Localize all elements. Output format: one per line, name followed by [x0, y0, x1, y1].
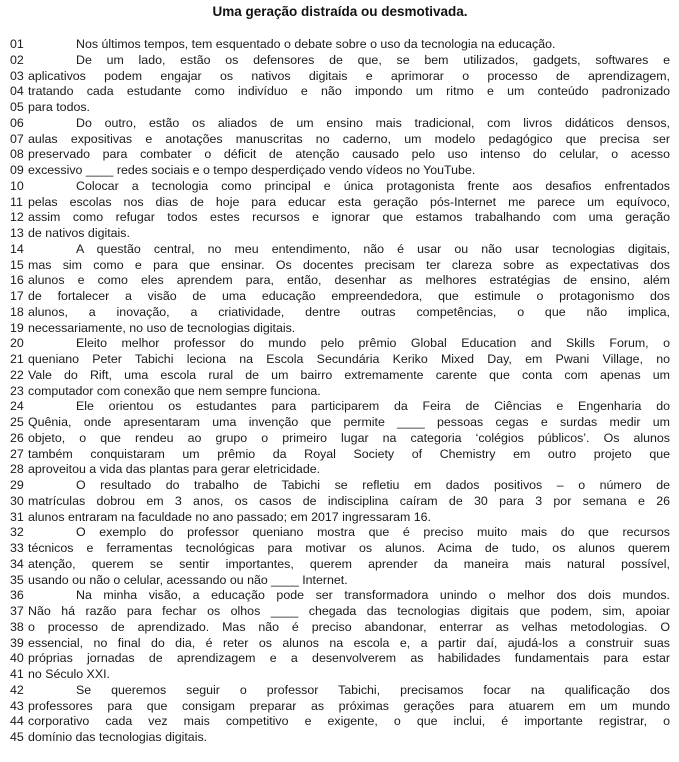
- line-number: 04: [10, 84, 24, 99]
- line-number: 26: [10, 430, 24, 445]
- line-text: corporativo cada vez mais competitivo e exigente, o que inclui, é importante registrar, o: [28, 714, 670, 729]
- text-line: [10, 399, 670, 415]
- line-text: essencial, no final do dia, é reter os alunos na escola e, a partir daí, ajudá-los a construir suas: [28, 635, 670, 650]
- line-number: 09: [10, 163, 24, 177]
- line-text: Nos últimos tempos, tem esquentado o debate sobre o uso da tecnologia na educação.: [76, 37, 556, 51]
- line-text: O exemplo do professor queniano mostra que é preciso muito mais do que recursos: [76, 525, 670, 540]
- text-line: [10, 636, 670, 652]
- line-number: 45: [10, 730, 24, 744]
- line-text: queniano Peter Tabichi leciona na Escola Secundária Keriko Mixed Day, em Pwani Village, no: [28, 352, 670, 366]
- line-text: de nativos digitais.: [28, 226, 130, 240]
- line-text: de fortalecer a visão de uma educação empreendedora, que estimule o protagonismo dos: [28, 289, 670, 303]
- line-text: assim como refugar todos estes recursos e ignorar que estamos trabalhando com uma geração: [28, 210, 670, 225]
- text-line: [10, 557, 670, 573]
- text-line: [10, 305, 670, 321]
- text-line: [10, 415, 670, 431]
- line-number: 23: [10, 383, 24, 398]
- text-line: [10, 242, 670, 258]
- text-line: [10, 588, 670, 604]
- text-line: [10, 273, 670, 289]
- line-text: professores para que consigam preparar as próximas gerações para atuarem em um mundo: [28, 698, 670, 713]
- text-line: [10, 478, 670, 494]
- line-text: Eleito melhor professor do mundo pelo prêmio Global Education and Skills Forum, o: [76, 336, 670, 351]
- line-number: 29: [10, 478, 24, 492]
- line-text: necessariamente, no uso de tecnologias digitais.: [28, 320, 296, 335]
- text-line: [10, 69, 670, 85]
- text-line: [10, 525, 670, 541]
- line-number: 20: [10, 336, 24, 351]
- line-text: alunos entraram na faculdade no ano passado; em 2017 ingressaram 16.: [28, 509, 431, 524]
- line-text: no Século XXI.: [28, 667, 110, 681]
- line-text: pelas escolas nos dias de hoje para educar esta geração pós-Internet me parece um equívoco,: [28, 194, 670, 209]
- text-line: [10, 116, 670, 132]
- text-line: [10, 210, 670, 226]
- line-text: O resultado do trabalho de Tabichi se refletiu em dados positivos – o número de: [76, 478, 670, 492]
- text-line: [10, 541, 670, 557]
- line-number: 02: [10, 52, 24, 67]
- text-line: [10, 494, 670, 510]
- text-line: [10, 431, 670, 447]
- line-text: excessivo ____ redes sociais e o tempo desperdiçado vendo vídeos no YouTube.: [28, 163, 476, 177]
- line-number: 42: [10, 682, 24, 697]
- line-text: Quênia, onde apresentaram uma invenção que permite ____ pessoas cegas e surdas medir um: [28, 415, 670, 429]
- text-line: [10, 289, 670, 305]
- text-line: [10, 510, 670, 526]
- line-text: matrículas dobrou em 3 anos, os casos de indisciplina caíram de 30 para 3 por semana e 26: [28, 493, 670, 508]
- line-text: tratando cada estudante como indivíduo e não impondo um ritmo e um conteúdo padronizado: [28, 84, 670, 99]
- document-title: Uma geração distraída ou desmotivada.: [212, 4, 468, 19]
- line-number: 19: [10, 320, 24, 335]
- line-text: também conquistaram um prêmio da Royal Society of Chemistry em outro projeto que: [28, 446, 670, 461]
- line-text: alunos e como eles aprendem para, então, desenhar as melhores estratégias de ensino, além: [28, 273, 670, 288]
- line-number: 05: [10, 100, 24, 114]
- text-line: [10, 683, 670, 699]
- text-line: [10, 226, 670, 242]
- line-number: 36: [10, 588, 24, 603]
- text-line: [10, 352, 670, 368]
- line-number: 15: [10, 257, 24, 272]
- line-text: usando ou não o celular, acessando ou não ____ Internet.: [28, 572, 348, 587]
- line-number: 08: [10, 147, 24, 162]
- text-line: [10, 179, 670, 195]
- line-number: 10: [10, 178, 24, 193]
- line-number: 11: [10, 194, 23, 209]
- line-text: próprias jornadas de aprendizagem e a desenvolverem as habilidades fundamentais para estar: [28, 651, 670, 666]
- line-text: Do outro, estão os aliados de um ensino mais tradicional, com livros didáticos densos,: [76, 115, 670, 130]
- line-number: 14: [10, 241, 24, 256]
- line-number: 37: [10, 604, 24, 618]
- text-line: [10, 699, 670, 715]
- line-number: 34: [10, 556, 24, 571]
- line-text: aplicativos podem engajar os nativos digitais e aprimorar o processo de aprendizagem,: [28, 68, 670, 83]
- text-line: [10, 258, 670, 274]
- line-text: técnicos e ferramentas tecnológicas para motivar os alunos. Acima de tudo, os alunos querem: [28, 541, 670, 555]
- line-text: mas sim como e para que ensinar. Os docentes precisam ter clareza sobre as expectativas dos: [28, 257, 670, 272]
- line-text: Não há razão para fechar os olhos ____ chegada das tecnologias digitais que podem, sim, apoiar: [28, 604, 670, 618]
- line-number: 17: [10, 289, 24, 303]
- text-line: [10, 462, 670, 478]
- line-text: Na minha visão, a educação pode ser transformadora unindo o melhor dos dois mundos.: [76, 588, 670, 603]
- line-number: 43: [10, 698, 24, 713]
- text-line: [10, 163, 670, 179]
- text-line: [10, 604, 670, 620]
- line-number: 38: [10, 619, 24, 634]
- line-number: 41: [10, 667, 24, 681]
- line-number: 28: [10, 462, 24, 477]
- text-line: [10, 321, 670, 337]
- line-number: 16: [10, 273, 24, 288]
- line-text: Se queremos seguir o professor Tabichi, precisamos focar na qualificação dos: [76, 682, 670, 697]
- text-line: [10, 132, 670, 148]
- line-text: A questão central, no meu entendimento, não é usar ou não usar tecnologias digitais,: [76, 241, 670, 256]
- line-text: Vale do Rift, uma escola rural de um bairro extremamente carente que conta com apenas um: [28, 367, 670, 382]
- line-number: 39: [10, 635, 24, 650]
- text-line: [10, 447, 670, 463]
- line-number: 21: [10, 352, 24, 366]
- text-line: [10, 147, 670, 163]
- line-number: 06: [10, 115, 24, 130]
- text-line: [10, 714, 670, 730]
- line-number: 30: [10, 493, 24, 508]
- text-line: [10, 368, 670, 384]
- line-text: Ele orientou os estudantes para participarem da Feira de Ciências e Engenharia do: [76, 399, 670, 414]
- line-text: De um lado, estão os defensores de que, se bem utilizados, gadgets, softwares e: [76, 52, 670, 67]
- text-line: [10, 667, 670, 683]
- line-number: 12: [10, 210, 24, 225]
- line-number: 13: [10, 226, 24, 240]
- text-line: [10, 37, 670, 53]
- line-number: 44: [10, 714, 24, 729]
- line-number: 35: [10, 572, 24, 587]
- line-number: 27: [10, 446, 24, 461]
- line-text: o processo de aprendizado. Mas não é preciso abandonar, enterrar as velhas metodologias. O: [28, 619, 670, 634]
- line-text: domínio das tecnologias digitais.: [28, 730, 208, 744]
- line-text: preservado para combater o déficit de atenção causado pelo uso intenso do celular, o acesso: [28, 147, 670, 162]
- text-line: [10, 573, 670, 589]
- text-line: [10, 53, 670, 69]
- text-line: [10, 384, 670, 400]
- line-number: 07: [10, 131, 24, 146]
- line-text: Colocar a tecnologia como principal e única protagonista frente aos desafios enfrentados: [76, 178, 670, 193]
- line-text: aproveitou a vida das plantas para gerar eletricidade.: [28, 462, 321, 477]
- text-line: [10, 195, 670, 211]
- text-line: [10, 100, 670, 116]
- text-line: [10, 84, 670, 100]
- text-line: [10, 651, 670, 667]
- line-number: 22: [10, 367, 24, 382]
- text-line: [10, 620, 670, 636]
- line-number: 01: [10, 37, 24, 51]
- line-number: 31: [10, 509, 24, 524]
- line-text: para todos.: [28, 100, 90, 114]
- line-number: 40: [10, 651, 24, 666]
- text-line: [10, 336, 670, 352]
- line-text: objeto, o que rendeu ao grupo o primeiro lugar na categoria ‘colégios públicos’. Os alunos: [28, 430, 670, 445]
- line-number: 24: [10, 399, 24, 414]
- line-number: 25: [10, 415, 24, 429]
- line-text: atenção, querem se sentir importantes, querem aprender da maneira mais natural possível,: [28, 556, 670, 571]
- line-number: 33: [10, 541, 24, 555]
- text-line: [10, 730, 670, 746]
- line-text: alunos, a inovação, a criatividade, dentre outras competências, o que não implica,: [28, 304, 670, 319]
- text-lines: [10, 37, 670, 746]
- line-number: 03: [10, 68, 24, 83]
- line-number: 32: [10, 525, 24, 540]
- line-text: aulas expositivas e anotações manuscritas no caderno, um modelo pedagógico que precisa ser: [28, 131, 670, 146]
- line-text: computador com conexão que nem sempre funciona.: [28, 383, 321, 398]
- line-number: 18: [10, 304, 24, 319]
